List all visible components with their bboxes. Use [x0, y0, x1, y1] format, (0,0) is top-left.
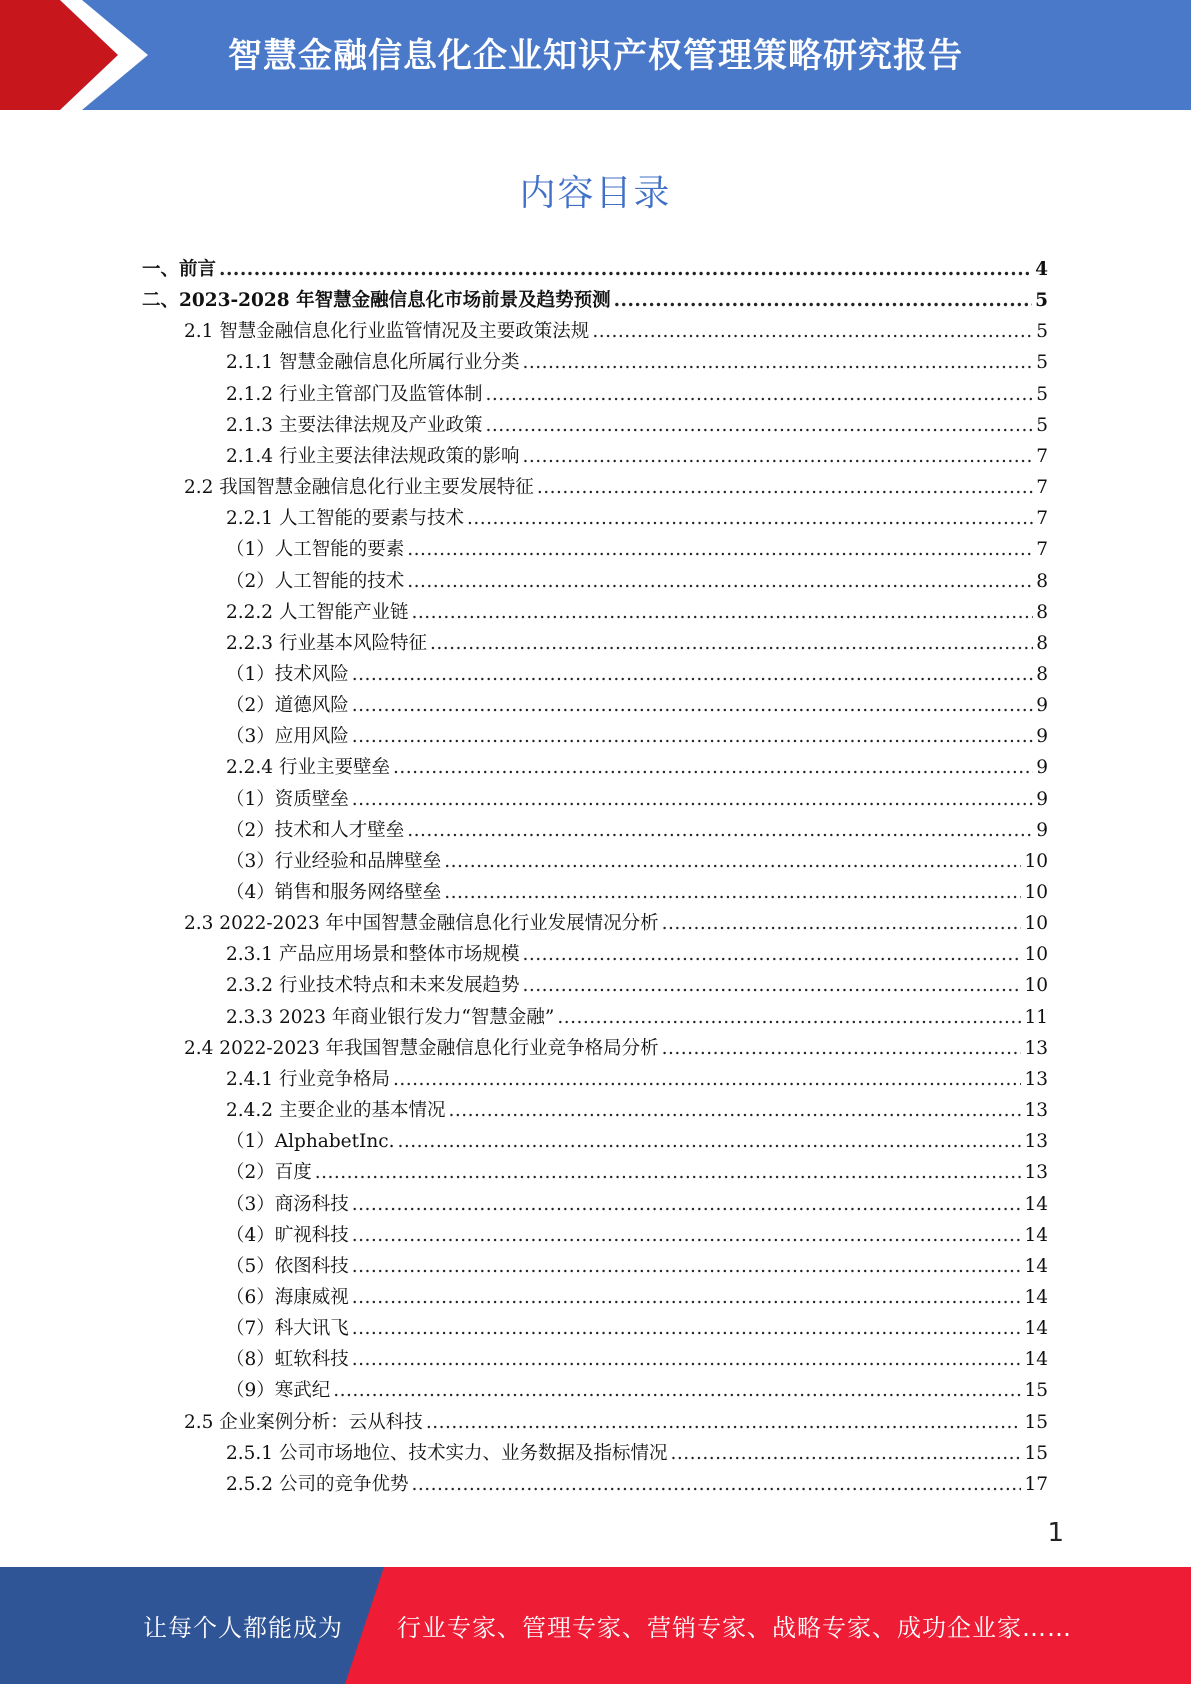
toc-dot-leader [662, 1033, 1022, 1064]
toc-dot-leader [444, 846, 1021, 877]
toc-entry-title: （3）行业经验和品牌壁垒 [226, 850, 442, 872]
toc-dot-leader [352, 1189, 1022, 1220]
toc-dot-leader [485, 379, 1033, 410]
toc-entry-title: （3）应用风险 [226, 726, 349, 748]
toc-entry-page: 5 [1036, 352, 1048, 374]
toc-dot-leader [393, 752, 1033, 783]
toc-entry-title: （3）商汤科技 [226, 1193, 349, 1215]
toc-entry[interactable] [142, 285, 1048, 316]
toc-entry-title: （1）AlphabetInc. [226, 1131, 395, 1153]
toc-entry[interactable] [226, 566, 1048, 597]
toc-entry-title: 2.2.1 人工智能的要素与技术 [226, 508, 464, 530]
toc-entry-page: 4 [1035, 259, 1048, 280]
toc-entry-title: （1）技术风险 [226, 663, 349, 685]
toc-entry-title: 2.4 2022-2023 年我国智慧金融信息化行业竞争格局分析 [184, 1037, 659, 1059]
toc-entry-title: 2.4.1 行业竞争格局 [226, 1068, 390, 1090]
toc-entry-page: 7 [1036, 508, 1048, 530]
toc-entry[interactable] [226, 628, 1048, 659]
toc-dot-leader [315, 1157, 1022, 1188]
toc-entry-title: （4）旷视科技 [226, 1224, 349, 1246]
toc-dot-leader [407, 534, 1033, 565]
toc-entry[interactable] [226, 1002, 1048, 1033]
toc-entry-page: 17 [1024, 1473, 1048, 1495]
toc-entry-page: 5 [1035, 290, 1048, 312]
toc-entry-page: 9 [1036, 788, 1048, 810]
toc-entry-title: 2.5 企业案例分析：云从科技 [184, 1411, 423, 1433]
toc-entry-title: （2）道德风险 [226, 695, 349, 717]
toc-entry[interactable] [226, 1438, 1048, 1469]
toc-entry[interactable] [184, 1407, 1048, 1438]
toc-entry-title: 2.1.3 主要法律法规及产业政策 [226, 414, 483, 436]
toc-entry-page: 10 [1024, 944, 1048, 966]
toc-entry[interactable] [142, 254, 1048, 285]
toc-entry[interactable] [226, 1157, 1048, 1188]
toc-dot-leader [352, 721, 1033, 752]
toc-dot-leader [522, 939, 1021, 970]
toc-entry-title: （7）科大讯飞 [226, 1318, 349, 1340]
toc-dot-leader [393, 1064, 1021, 1095]
toc-entry[interactable] [184, 472, 1048, 503]
toc-entry[interactable] [226, 1220, 1048, 1251]
toc-entry[interactable] [226, 534, 1048, 565]
toc-entry-title: 2.2.2 人工智能产业链 [226, 601, 409, 623]
toc-entry[interactable] [226, 1313, 1048, 1344]
toc-entry[interactable] [226, 379, 1048, 410]
toc-dot-leader [333, 1375, 1021, 1406]
toc-dot-leader [352, 1344, 1022, 1375]
toc-entry[interactable] [226, 410, 1048, 441]
toc-entry-page: 10 [1024, 975, 1048, 997]
toc-entry-title: 2.3 2022-2023 年中国智慧金融信息化行业发展情况分析 [184, 913, 659, 935]
toc-entry-page: 13 [1024, 1100, 1048, 1122]
toc-entry-title: （1）资质壁垒 [226, 788, 349, 810]
toc-entry-page: 13 [1024, 1068, 1048, 1090]
toc-dot-leader [485, 410, 1033, 441]
toc-entry-page: 14 [1024, 1286, 1048, 1308]
toc-entry[interactable] [226, 1126, 1048, 1157]
toc-entry-page: 9 [1036, 757, 1048, 779]
toc-entry-page: 9 [1036, 726, 1048, 748]
toc-entry-title: （2）技术和人才壁垒 [226, 819, 405, 841]
toc-dot-leader [407, 566, 1033, 597]
toc-dot-leader [352, 690, 1033, 721]
toc-entry[interactable] [184, 908, 1048, 939]
toc-entry-title: 2.2.3 行业基本风险特征 [226, 632, 427, 654]
toc-dot-leader [522, 441, 1033, 472]
report-title: 智慧金融信息化企业知识产权管理策略研究报告 [228, 36, 963, 76]
toc-entry[interactable] [226, 347, 1048, 378]
toc-entry-page: 10 [1024, 882, 1048, 903]
toc-dot-leader [522, 970, 1021, 1001]
toc-dot-leader [537, 472, 1033, 503]
toc-dot-leader [614, 285, 1033, 316]
toc-entry[interactable] [226, 1375, 1048, 1406]
toc-entry-page: 8 [1036, 601, 1048, 623]
toc-entry-page: 14 [1024, 1193, 1048, 1215]
toc-dot-leader [352, 1282, 1022, 1313]
toc-dot-leader [352, 784, 1033, 815]
toc-dot-leader [352, 1313, 1022, 1344]
toc-entry[interactable] [226, 846, 1048, 877]
toc-dot-leader [398, 1126, 1022, 1157]
toc-entry-title: （1）人工智能的要素 [226, 539, 405, 561]
toc-entry-page: 10 [1024, 850, 1048, 872]
toc-dot-leader [522, 347, 1033, 378]
toc-entry-page: 14 [1024, 1255, 1048, 1277]
toc-dot-leader [444, 877, 1021, 908]
toc-entry-title: 二、2023-2028 年智慧金融信息化市场前景及趋势预测 [142, 290, 611, 312]
toc-entry-title: 2.5.1 公司市场地位、技术实力、业务数据及指标情况 [226, 1442, 668, 1464]
toc-entry[interactable] [226, 1189, 1048, 1220]
footer-slogan-left: 让每个人都能成为 [143, 1614, 343, 1642]
toc-entry[interactable] [226, 1251, 1048, 1282]
toc-entry[interactable] [226, 939, 1048, 970]
toc-entry[interactable] [226, 1469, 1048, 1500]
toc-entry-page: 8 [1036, 663, 1048, 685]
toc-entry-title: 2.2.4 行业主要壁垒 [226, 757, 390, 779]
toc-entry-page: 5 [1036, 383, 1048, 405]
footer-band [0, 1567, 1191, 1684]
toc-entry[interactable] [184, 1033, 1048, 1064]
toc-entry-page: 14 [1024, 1318, 1048, 1340]
toc-entry-title: （9）寒武纪 [226, 1380, 331, 1402]
header-band [0, 0, 1191, 110]
toc-entry-page: 14 [1024, 1349, 1048, 1371]
toc-entry[interactable] [226, 877, 1048, 908]
toc-dot-leader [352, 1251, 1022, 1282]
toc-entry-page: 5 [1036, 321, 1048, 343]
toc-entry-page: 13 [1024, 1037, 1048, 1059]
toc-entry-title: 2.2 我国智慧金融信息化行业主要发展特征 [184, 477, 534, 499]
page-number: 1 [1047, 1518, 1064, 1548]
toc-entry-title: 2.4.2 主要企业的基本情况 [226, 1100, 446, 1122]
toc-entry[interactable] [226, 752, 1048, 783]
toc-entry-page: 7 [1036, 477, 1048, 499]
toc-entry-page: 9 [1036, 819, 1048, 841]
toc-dot-leader [430, 628, 1033, 659]
header-chevron-decoration [0, 0, 160, 110]
toc-dot-leader [448, 1095, 1021, 1126]
toc-entry[interactable] [226, 659, 1048, 690]
toc-dot-leader [219, 254, 1032, 285]
toc-entry-title: 一、前言 [142, 259, 217, 280]
toc-entry[interactable] [226, 597, 1048, 628]
toc-dot-leader [557, 1002, 1021, 1033]
toc-entry-title: （2）百度 [226, 1162, 312, 1184]
toc-entry-title: 2.1.4 行业主要法律法规政策的影响 [226, 445, 520, 467]
toc-entry-page: 15 [1024, 1380, 1048, 1402]
toc-entry-page: 15 [1024, 1411, 1048, 1433]
toc-entry[interactable] [226, 784, 1048, 815]
toc-dot-leader [670, 1438, 1021, 1469]
toc-entry-title: 2.3.3 2023 年商业银行发力“智慧金融” [226, 1006, 555, 1028]
toc-dot-leader [426, 1407, 1022, 1438]
toc-entry[interactable] [226, 721, 1048, 752]
toc-dot-leader [352, 1220, 1022, 1251]
toc-entry-title: （5）依图科技 [226, 1255, 349, 1277]
toc-entry[interactable] [226, 1344, 1048, 1375]
toc-entry-page: 13 [1024, 1131, 1048, 1153]
toc-entry-page: 11 [1024, 1006, 1048, 1028]
toc-entry[interactable] [226, 503, 1048, 534]
toc-entry-title: 2.1 智慧金融信息化行业监管情况及主要政策法规 [184, 321, 590, 343]
toc-entry-page: 8 [1036, 570, 1048, 592]
footer-slogan-right: 行业专家、管理专家、营销专家、战略专家、成功企业家…… [397, 1614, 1072, 1642]
toc-entry-title: （8）虹软科技 [226, 1349, 349, 1371]
toc-entry[interactable] [226, 1064, 1048, 1095]
toc-entry-title: 2.3.2 行业技术特点和未来发展趋势 [226, 975, 520, 997]
toc-entry-title: 2.3.1 产品应用场景和整体市场规模 [226, 944, 520, 966]
toc-entry[interactable] [226, 970, 1048, 1001]
toc-dot-leader [352, 659, 1033, 690]
toc-dot-leader [411, 1469, 1021, 1500]
toc-entry-title: （6）海康威视 [226, 1286, 349, 1308]
toc-entry-title: （2）人工智能的技术 [226, 570, 405, 592]
toc-heading: 内容目录 [519, 173, 672, 214]
toc-dot-leader [592, 316, 1033, 347]
toc-entry[interactable] [226, 690, 1048, 721]
toc-dot-leader [467, 503, 1033, 534]
toc-entry-page: 9 [1036, 695, 1048, 717]
toc-entry[interactable] [226, 441, 1048, 472]
toc-entry[interactable] [226, 1095, 1048, 1126]
toc-dot-leader [662, 908, 1022, 939]
toc-entry[interactable] [226, 815, 1048, 846]
toc-entry-page: 8 [1036, 632, 1048, 654]
toc-entry-page: 13 [1024, 1162, 1048, 1184]
toc-entry-title: 2.1.1 智慧金融信息化所属行业分类 [226, 352, 520, 374]
toc-entry-page: 10 [1024, 913, 1048, 935]
toc-entry-title: 2.5.2 公司的竞争优势 [226, 1473, 409, 1495]
toc-entry-page: 5 [1036, 414, 1048, 436]
toc-entry[interactable] [184, 316, 1048, 347]
toc-entry-page: 14 [1024, 1224, 1048, 1246]
toc-entry-page: 7 [1036, 539, 1048, 561]
toc-dot-leader [411, 597, 1033, 628]
toc-entry-page: 7 [1036, 445, 1048, 467]
toc-entry-page: 15 [1024, 1442, 1048, 1464]
toc-entry-title: （4）销售和服务网络壁垒 [226, 882, 442, 903]
toc-dot-leader [407, 815, 1033, 846]
toc-entry[interactable] [226, 1282, 1048, 1313]
toc-entry-title: 2.1.2 行业主管部门及监管体制 [226, 383, 483, 405]
